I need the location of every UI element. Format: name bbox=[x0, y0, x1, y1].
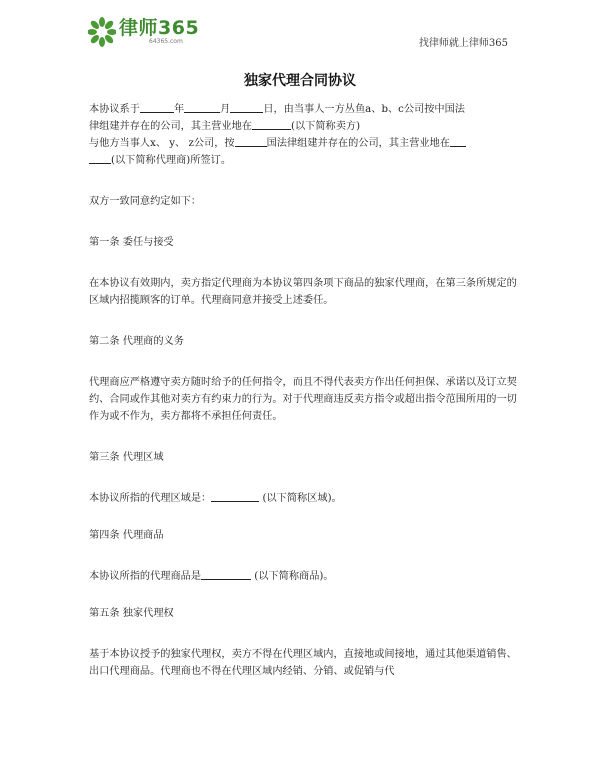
intro-line-4: (以下简称代理商)所签订。 bbox=[89, 152, 519, 169]
intro-line-2: 律组建并存在的公司，其主营业地在 (以下简称卖方) bbox=[89, 121, 361, 132]
intro-line-3: 与他方当事人x、 y、 z公司，按 国法律组建并存在的公司，其主营业地在 bbox=[89, 135, 519, 152]
article-1-title: 第一条 委任与接受 bbox=[89, 237, 174, 248]
blank-seller-address bbox=[252, 119, 291, 130]
article-1-body: 在本协议有效期内，卖方指定代理商为本协议第四条项下商品的独家代理商，在第三条所规定的区域内招揽顾客的订单。代理商同意并接受上述委任。 bbox=[89, 278, 517, 306]
page-header bbox=[0, 0, 600, 62]
document-title: 独家代理合同协议 bbox=[244, 73, 356, 89]
intro-line-1: 本协议系于 年 月 日，由当事人一方丛鱼a、b、c公司按中国法 bbox=[89, 104, 465, 115]
blank-month bbox=[184, 102, 220, 113]
blank-region bbox=[211, 491, 259, 502]
article-2-title: 第二条 代理商的义务 bbox=[89, 336, 184, 347]
article-5-body: 基于本协议授予的独家代理权，卖方不得在代理区域内，直接地或间接地，通过其他渠道销售、出口代理商品。代理商也不得在代理区域内经销、分销、或促销与代 bbox=[89, 649, 517, 677]
article-3-title: 第三条 代理区域 bbox=[89, 452, 164, 463]
blank-agent-address-cont bbox=[89, 153, 111, 164]
logo-text: 律师365 bbox=[119, 17, 200, 39]
blank-country bbox=[235, 136, 267, 147]
agreement-statement: 双方一致同意约定如下： bbox=[89, 196, 202, 207]
blank-day bbox=[230, 102, 263, 113]
blank-agent-address bbox=[450, 136, 466, 147]
blank-product bbox=[201, 569, 251, 580]
article-4-body: 本协议所指的代理商品是 (以下简称商品)。 bbox=[89, 571, 334, 582]
article-2-body: 代理商应严格遵守卖方随时给予的任何指令，而且不得代表卖方作出任何担保、承诺以及订立契约、合同或作其他对卖方有约束力的行为。对于代理商违反卖方指令或超出指令范围所用的一切作为或不作为，卖方都将不承担任何责任。 bbox=[89, 377, 517, 422]
logo-url: 64365.com bbox=[149, 38, 183, 45]
logo bbox=[88, 17, 199, 53]
header-tagline: 找律师就上律师365 bbox=[418, 38, 508, 49]
article-4-title: 第四条 代理商品 bbox=[89, 530, 164, 541]
blank-year bbox=[140, 102, 174, 113]
document-body bbox=[89, 101, 519, 680]
article-5-title: 第五条 独家代理权 bbox=[89, 608, 174, 619]
logo-leaf-icon bbox=[88, 17, 116, 47]
article-3-body: 本协议所指的代理区域是： (以下简称区域)。 bbox=[89, 493, 342, 504]
